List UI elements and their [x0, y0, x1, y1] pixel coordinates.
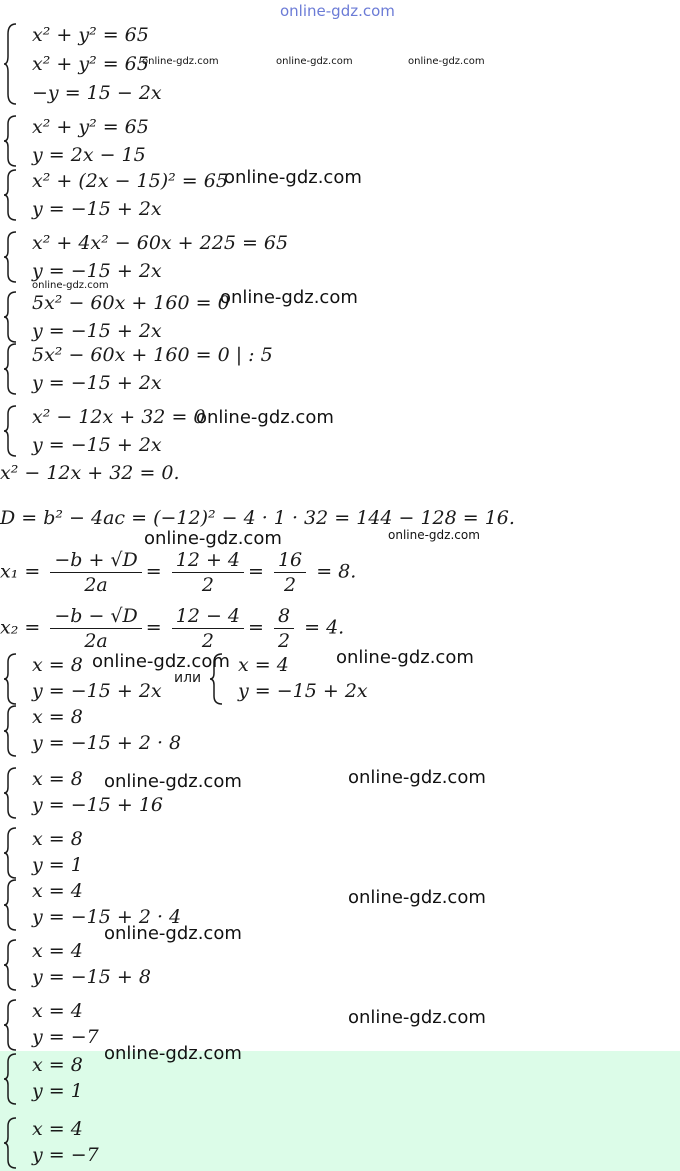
equation: x = 8 — [32, 654, 83, 676]
brace-icon — [4, 826, 18, 880]
brace-icon — [4, 1052, 18, 1106]
brace-icon — [4, 766, 18, 820]
brace-icon — [4, 704, 18, 758]
watermark: online-gdz.com — [142, 56, 219, 67]
equation: x = 8 — [32, 1054, 83, 1076]
equation: y = −15 + 2 · 8 — [32, 732, 182, 754]
equation: x² + (2x − 15)² = 65 — [32, 170, 228, 192]
watermark: online-gdz.com — [408, 56, 485, 67]
brace-icon — [4, 114, 18, 168]
equation: y = −15 + 2x — [32, 372, 162, 394]
watermark: online-gdz.com — [276, 56, 353, 67]
equation: x² − 12x + 32 = 0 — [32, 406, 206, 428]
equation: x = 4 — [32, 1118, 83, 1140]
watermark: online-gdz.com — [388, 528, 480, 542]
equation: x = 4 — [32, 940, 83, 962]
quadratic-equation: x² − 12x + 32 = 0. — [0, 462, 180, 484]
equation: y = −7 — [32, 1144, 99, 1166]
equation: y = −15 + 2x — [32, 320, 162, 342]
brace-icon — [4, 404, 18, 458]
watermark: online-gdz.com — [224, 167, 362, 188]
equation: y = 1 — [32, 854, 83, 876]
watermark-top: online-gdz.com — [280, 2, 395, 20]
equation: −y = 15 − 2x — [32, 82, 162, 104]
denominator: 2 — [277, 630, 291, 652]
equation: x = 4 — [238, 654, 289, 676]
brace-icon — [4, 652, 18, 706]
equation: x = 4 — [32, 1000, 83, 1022]
fraction — [50, 548, 141, 597]
brace-icon — [4, 938, 18, 992]
root-result: = 8. — [316, 560, 357, 583]
brace-icon — [4, 878, 18, 932]
numerator: −b − √D — [50, 604, 141, 629]
equation: y = −15 + 2x — [32, 680, 162, 702]
equation: y = 1 — [32, 1080, 83, 1102]
denominator: 2a — [84, 574, 108, 596]
fraction — [50, 604, 141, 653]
watermark: online-gdz.com — [104, 771, 242, 792]
brace-icon — [4, 230, 18, 284]
fraction — [274, 548, 306, 597]
system-2 — [4, 114, 504, 168]
brace-icon — [4, 998, 18, 1052]
system-10 — [4, 826, 304, 880]
equation: x² + y² = 65 — [32, 24, 149, 46]
equation: y = −15 + 2x — [238, 680, 368, 702]
discriminant-line: D = b² − 4ac = (−12)² − 4 · 1 · 32 = 144 − 128 = 16. — [0, 507, 515, 529]
watermark: online-gdz.com — [92, 651, 230, 672]
numerator: 12 − 4 — [172, 604, 244, 629]
equation: y = 2x − 15 — [32, 144, 146, 166]
watermark: online-gdz.com — [196, 407, 334, 428]
equation: y = −15 + 2x — [32, 260, 162, 282]
root-x1: x₁ = $\frac{-b + √D}{2a}$ = $\frac{12 + 4}{2}$ = $\frac{16}{2}$ = 8. — [0, 549, 357, 596]
equation: x² + y² = 65 — [32, 116, 149, 138]
fraction — [172, 604, 244, 653]
brace-icon — [4, 342, 18, 396]
brace-icon — [4, 22, 18, 106]
watermark: online-gdz.com — [32, 280, 109, 291]
watermark: online-gdz.com — [220, 287, 358, 308]
root-result: = 4. — [304, 616, 345, 639]
system-12 — [4, 938, 304, 992]
watermark: online-gdz.com — [348, 1007, 486, 1028]
watermark: online-gdz.com — [348, 767, 486, 788]
equation: y = −15 + 2x — [32, 198, 162, 220]
numerator: 8 — [274, 604, 294, 629]
equation: 5x² − 60x + 160 = 0 | : 5 — [32, 344, 273, 366]
brace-icon — [4, 1116, 18, 1170]
numerator: 16 — [274, 548, 306, 573]
brace-icon — [4, 168, 18, 222]
fraction — [274, 604, 294, 653]
watermark: online-gdz.com — [348, 887, 486, 908]
system-4 — [4, 230, 504, 284]
watermark: online-gdz.com — [104, 1043, 242, 1064]
equation: y = −15 + 2 · 4 — [32, 906, 182, 928]
denominator: 2 — [201, 574, 214, 596]
watermark: online-gdz.com — [104, 923, 242, 944]
equation: y = −7 — [32, 1026, 99, 1048]
brace-icon — [4, 290, 18, 344]
equation: y = −15 + 2x — [32, 434, 162, 456]
equation: x² + y² = 65 — [32, 53, 149, 75]
equation: y = −15 + 8 — [32, 966, 151, 988]
root-label: x₁ = — [0, 560, 41, 583]
equation: x = 8 — [32, 828, 83, 850]
denominator: 2a — [84, 630, 108, 652]
equation: x = 4 — [32, 880, 83, 902]
denominator: 2 — [284, 574, 297, 596]
equation: x = 8 — [32, 706, 83, 728]
denominator: 2 — [201, 630, 214, 652]
root-x2: x₂ = $\frac{-b - √D}{2a}$ = $\frac{12 - 4}{2}$ = $\frac{8}{2}$ = 4. — [0, 605, 345, 652]
equation: 5x² − 60x + 160 = 0 — [32, 292, 230, 314]
connector-or: или — [174, 670, 202, 686]
watermark: online-gdz.com — [336, 647, 474, 668]
equation: x² + 4x² − 60x + 225 = 65 — [32, 232, 289, 254]
equation: x = 8 — [32, 768, 83, 790]
watermark: online-gdz.com — [144, 528, 282, 549]
answer-2 — [4, 1116, 304, 1170]
equation: y = −15 + 16 — [32, 794, 164, 816]
numerator: 12 + 4 — [172, 548, 244, 573]
root-label: x₂ = — [0, 616, 41, 639]
system-6 — [4, 342, 504, 396]
numerator: −b + √D — [50, 548, 141, 573]
system-8 — [4, 704, 304, 758]
fraction — [172, 548, 244, 597]
